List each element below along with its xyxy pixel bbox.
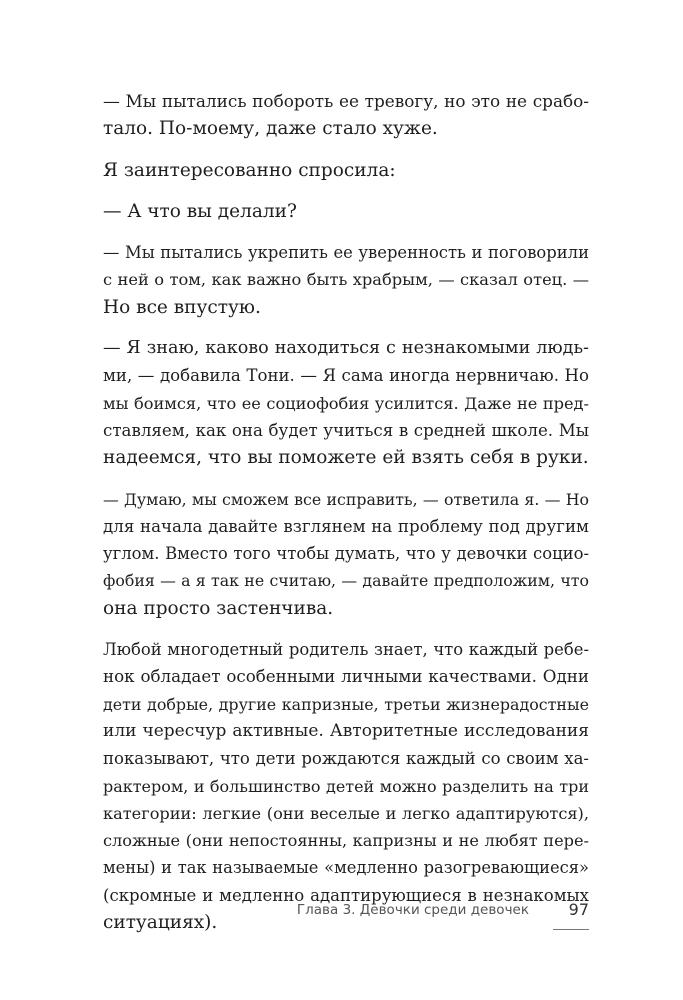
text-line: рактером, и большинство детей можно разделить на три bbox=[103, 776, 589, 796]
text-line: категории: легкие (они веселые и легко адаптируются), bbox=[103, 803, 589, 823]
text-line: углом. Вместо того чтобы думать, что у девочки социо- bbox=[103, 544, 589, 564]
text-line: мены) и так называемые «медленно разогревающиеся» bbox=[103, 858, 589, 878]
text-line: — Я знаю, каково находиться с незнакомыми людь- bbox=[103, 338, 589, 359]
text-line: Но все впустую. bbox=[103, 296, 261, 318]
text-line: нок обладает особенными личными качествами. Одни bbox=[103, 667, 589, 687]
text-line: надеемся, что вы поможете ей взять себя в руки. bbox=[103, 447, 589, 469]
paragraph bbox=[103, 486, 589, 622]
paragraph bbox=[103, 157, 589, 184]
text-line: — Мы пытались укрепить ее уверенность и поговорили bbox=[103, 243, 589, 263]
text-line: — Думаю, мы сможем все исправить, — ответила я. — Но bbox=[103, 489, 589, 509]
paragraph bbox=[103, 335, 589, 471]
text-line: для начала давайте взглянем на проблему под другим bbox=[103, 516, 589, 536]
paragraph bbox=[103, 239, 589, 321]
text-line: мы боимся, что ее социофобия усилится. Даже не пред- bbox=[103, 393, 589, 413]
text-line: Любой многодетный родитель знает, что каждый ребе- bbox=[103, 640, 589, 660]
text-line: или чересчур активные. Авторитетные исследования bbox=[103, 720, 589, 741]
text-line: дети добрые, другие капризные, третьи жизнерадостные bbox=[103, 694, 589, 714]
body-text bbox=[103, 88, 589, 950]
text-line: фобия — а я так не считаю, — давайте предположим, что bbox=[103, 571, 589, 591]
page-footer bbox=[296, 900, 589, 930]
text-line: (скромные и медленно адаптирующиеся в незнакомых bbox=[103, 885, 589, 905]
text-line: с ней о том, как важно быть храбрым, — сказал отец. — bbox=[103, 270, 589, 290]
paragraph bbox=[103, 636, 589, 936]
text-line: Я заинтересованно спросила: bbox=[103, 159, 396, 181]
text-line: тало. По-моему, даже стало хуже. bbox=[103, 118, 438, 140]
text-line: сложные (они непостоянны, капризны и не любят пере- bbox=[103, 831, 589, 851]
footer-rule bbox=[553, 929, 589, 930]
text-line: она просто застенчива. bbox=[103, 597, 334, 619]
running-chapter-title: Глава 3. Девочки среди девочек bbox=[296, 902, 529, 918]
paragraph bbox=[103, 88, 589, 143]
text-line: ситуациях). bbox=[103, 912, 218, 934]
text-line: — А что вы делали? bbox=[103, 200, 297, 222]
text-line: ставляем, как она будет учиться в средней школе. Мы bbox=[103, 420, 589, 440]
paragraph bbox=[103, 198, 589, 225]
text-line: показывают, что дети рождаются каждый со своим ха- bbox=[103, 749, 589, 769]
text-line: — Мы пытались побороть ее тревогу, но это не срабо- bbox=[103, 91, 589, 111]
page-number: 97 bbox=[568, 900, 589, 919]
text-line: ми, — добавила Тони. — Я сама иногда нервничаю. Но bbox=[103, 366, 589, 386]
